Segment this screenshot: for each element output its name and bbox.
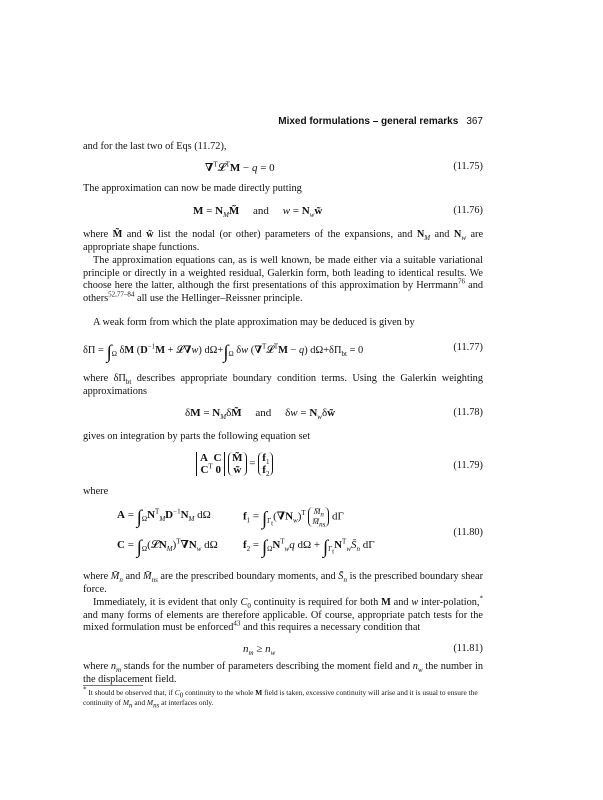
equation-11-75: ∇$^T$𝓛$^T$M − q = 0 (11.75) xyxy=(205,160,483,174)
eq-and: and xyxy=(253,205,269,217)
equation-11-80: $A = \int_\Omega N^T_MD^{-1}N_M$ dΩ $f_1 = \int_{\Gamma_t}(\nabla N_w)^T$ $M̄_n$ $M̄_{ns}$ dΓ $C = \int_\Omega(𝓛N_M)^T\nabla N_w$ dΩ $f_2 = \int_\Omega N^T_wq$ $d\Omega + \int_{\Gamma_t}N^T_wS̄_n$ dΓ (11.80) xyxy=(117,507,483,558)
equation-11-77: $\delta\Pi = \int_\Omega$ δM ($D^{-1}M$ + 𝓛∇w) $d\Omega+\int_\Omega$ δw (∇$^T$𝓛$^T$M − q) $d\Omega+\delta\Pi_{bt} = 0$ (11.77) xyxy=(83,342,483,363)
eq-number: (11.76) xyxy=(453,205,483,216)
eq-number: (11.81) xyxy=(453,643,483,654)
eq-number: (11.75) xyxy=(453,161,483,172)
footnote-mark: * xyxy=(479,594,483,603)
equation-11-79: A C $C^T$ 0 M̃ w̃ = $f_1$ $f_2$ (11.79) xyxy=(83,452,483,482)
page-number: 367 xyxy=(466,116,483,127)
paragraph-parameters: where $n_m$ stands for the number of parameters describing the moment field and $n_w$ the number in the displacement field. xyxy=(83,661,483,685)
paragraph-where-params: where M̃ and w̃ list the nodal (or other) parameters of the expansions, and $N_M$ and $N_w$ are appropriate shape functions. xyxy=(83,229,484,253)
equation-11-81: $n_m \ge n_w$ (11.81) xyxy=(243,643,483,658)
paragraph-approx: The approximation can now be made directly putting xyxy=(83,183,302,194)
paragraph-intro: and for the last two of Eqs (11.72), xyxy=(83,141,227,152)
eq-number: (11.80) xyxy=(453,527,483,538)
running-header xyxy=(278,116,483,127)
eq-and: and xyxy=(255,407,272,419)
eq-number: (11.77) xyxy=(453,342,483,353)
paragraph-weak-form: A weak form from which the plate approximation may be deduced is given by xyxy=(93,317,415,328)
paragraph-galerkin: The approximation equations can, as is well known, be made either via a suitable variational principle or directly in a weighted residual, Galerkin form, both leading to identical results. We choose here the latter, although the first presentations of this approximation by Herrmann$^{76}$ and others$^{52,77-84}$ all use the Hellinger–Reissner principle. xyxy=(83,255,483,304)
paragraph-integration: gives on integration by parts the following equation set xyxy=(83,431,311,442)
eq-number: (11.78) xyxy=(453,407,483,418)
equation-11-76: $M = N_MM̃$ and $w = N_ww̃$ (11.76) xyxy=(193,205,483,220)
eq-number: (11.79) xyxy=(453,460,483,471)
equation-11-78: $\delta M = N_M\delta M̃$ and $\delta w = N_w\delta w̃$ (11.78) xyxy=(185,407,483,422)
footnote: * It should be observed that, if $C_0$ continuity to the whole M field is taken, excessive continuity will arise and it is usual to ensure the continuity of $M_n$ and $M_{ns}$ at interfaces only. xyxy=(83,685,478,710)
paragraph-continuity: Immediately, it is evident that only $C_0$ continuity is required for both M and w inter-polation,* and many forms of elements are therefore applicable. Of course, appropriate patch tests for the mixed formulation must be enforced$^{43}$ and this requires a necessary condition that xyxy=(83,594,483,634)
paragraph-where: where xyxy=(83,486,109,497)
paragraph-boundary: where $\delta\Pi_{bt}$ describes appropriate boundary condition terms. Using the Galerkin weighting approximations xyxy=(83,373,483,397)
header-title: Mixed formulations – general remarks xyxy=(278,116,459,127)
footnote-rule xyxy=(83,685,143,686)
paragraph-boundary-moments: where $M̄_n$ and $M̄_{ns}$ are the prescribed boundary moments, and $S̄_n$ is the prescribed boundary shear force. xyxy=(83,571,483,595)
